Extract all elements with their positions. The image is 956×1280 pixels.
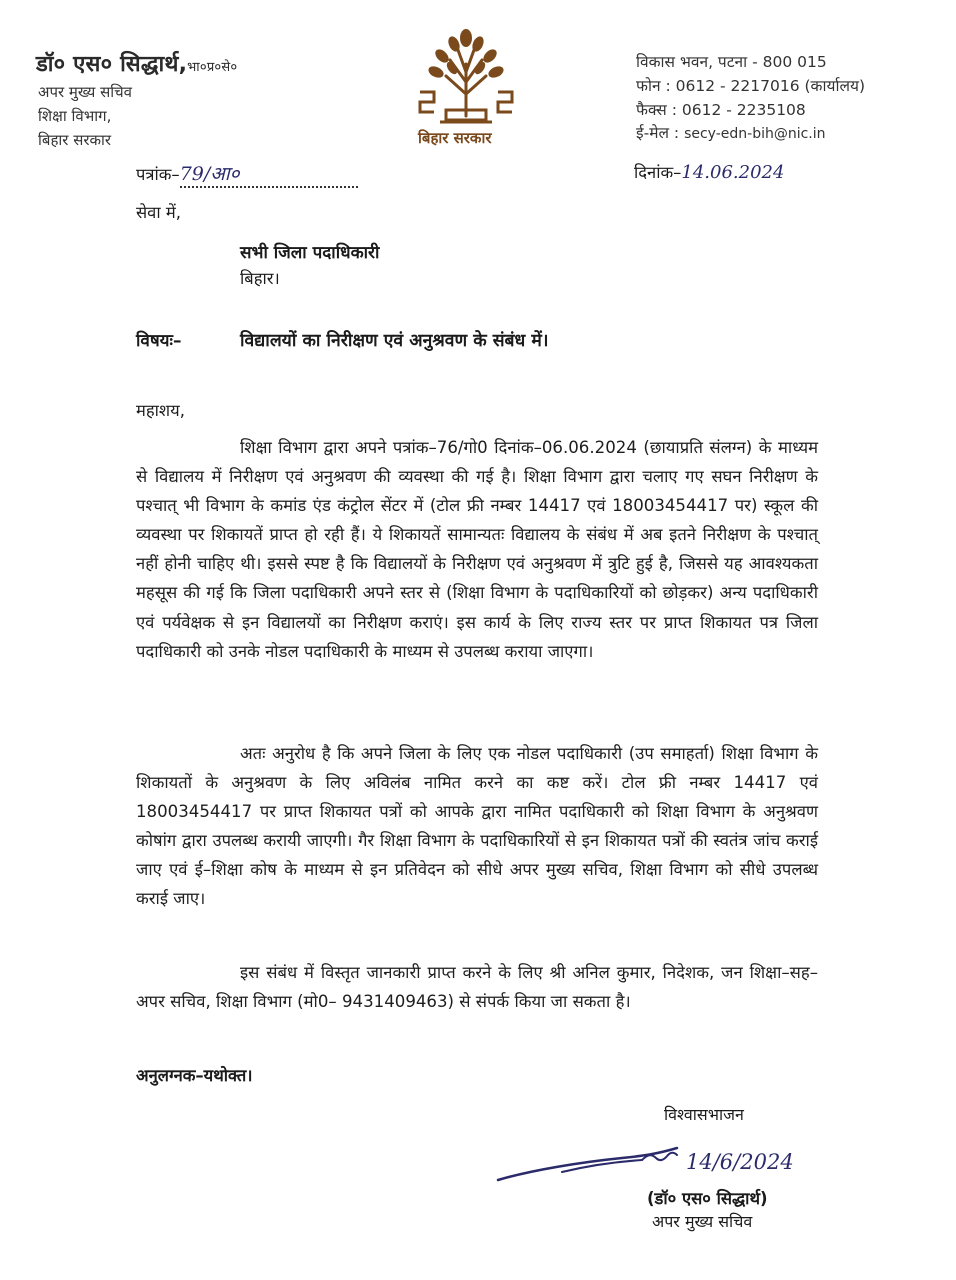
date-label: दिनांक– <box>634 163 682 182</box>
email-label: ई-मेल : <box>636 124 680 142</box>
sender-degree: भा०प्र०से० <box>187 60 238 75</box>
reference-value: 79/आ० <box>180 160 358 188</box>
greeting: महाशय, <box>136 401 185 420</box>
signature-scribble-icon <box>492 1140 702 1190</box>
valediction: विश्वासभाजन <box>664 1105 744 1124</box>
office-email-row <box>636 121 826 143</box>
office-fax: फैक्स : 0612 - 2235108 <box>636 101 806 119</box>
body-paragraph-3: इस संबंध में विस्तृत जानकारी प्राप्त करने के लिए श्री अनिल कुमार, निदेशक, जन शिक्षा–सह–अपर सचिव, शिक्षा विभाग (मो0– 9431409463) से संपर्क किया जा सकता है। <box>136 963 818 1012</box>
salutation-to: सेवा में, <box>136 203 181 222</box>
office-phone: फोन : 0612 - 2217016 (कार्यालय) <box>636 77 866 95</box>
signatory-designation: अपर मुख्य सचिव <box>652 1212 753 1231</box>
email-address: secy-edn-bih@nic.in <box>684 126 826 142</box>
sender-designation: अपर मुख्य सचिव <box>38 83 132 101</box>
enclosure-note: अनुलग्नक–यथोक्त। <box>136 1066 253 1085</box>
sender-name: डॉ० एस० सिद्धार्थ,भा०प्र०से० <box>36 52 238 77</box>
sender-department: शिक्षा विभाग, <box>38 107 112 125</box>
signature-date: 14/6/2024 <box>686 1150 794 1174</box>
body-paragraph-2: अतः अनुरोध है कि अपने जिला के लिए एक नोडल पदाधिकारी (उप समाहर्ता) शिक्षा विभाग के शिकायतों के अनुश्रवण के लिए अविलंब नामित करने का कष्ट करें। टोल फ्री नम्बर 14417 एवं 18003454417 पर प्राप्त शिकायत पत्रों को आपके द्वारा नामित पदाधिकारी को शिक्षा विभाग के अनुश्रवण कोषांग द्वारा उपलब्ध करायी जाएगी। गैर शिक्षा विभाग के पदाधिकारियों से इन शिकायत पत्रों की स्वतंत्र जांच कराई जाए एवं ई–शिक्षा कोष के माध्यम से इन प्रतिवेदन को सीधे अपर मुख्य सचिव, शिक्षा विभाग को सीधे उपलब्ध कराई जाए। <box>136 744 818 909</box>
reference-number <box>136 160 358 188</box>
signatory-name: (डॉ० एस० सिद्धार्थ) <box>647 1189 768 1208</box>
reference-label: पत्रांक– <box>136 165 180 184</box>
recipient: सभी जिला पदाधिकारी <box>240 243 380 263</box>
subject-text: विद्यालयों का निरीक्षण एवं अनुश्रवण के संबंध में। <box>240 331 549 351</box>
date-value: 14.06.2024 <box>681 162 785 183</box>
office-address: विकास भवन, पटना - 800 015 <box>636 53 827 71</box>
body-paragraph-1: शिक्षा विभाग द्वारा अपने पत्रांक–76/गो0 दिनांक–06.06.2024 (छायाप्रति संलग्न) के माध्यम से विद्यालय में निरीक्षण एवं अनुश्रवण की व्यवस्था की गई है। शिक्षा विभाग द्वारा चलाए गए सघन निरीक्षण के पश्चात् भी विभाग के कमांड एंड कंट्रोल सेंटर में (टोल फ्री नम्बर 14417 एवं 18003454417 पर) स्कूल की व्यवस्था पर शिकायतें प्राप्त हो रही हैं। ये शिकायतें सामान्यतः विद्यालय के संबंध में अब इतने निरीक्षण के पश्चात् नहीं होनी चाहिए थी। इससे स्पष्ट है कि विद्यालयों के निरीक्षण एवं अनुश्रवण में त्रुटि हुई है, जिससे यह आवश्यकता महसूस की गई कि जिला पदाधिकारी अपने स्तर से (शिक्षा विभाग के पदाधिकारियों को छोड़कर) अन्य पदाधिकारी एवं पर्यवेक्षक से इन विद्यालयों का निरीक्षण कराएं। इस कार्य के लिए राज्य स्तर पर प्राप्त शिकायत पत्र जिला पदाधिकारी को उनके नोडल पदाधिकारी के माध्यम से उपलब्ध कराया जाएगा। <box>136 438 818 661</box>
subject-label: विषयः– <box>136 331 182 351</box>
recipient-state: बिहार। <box>240 269 280 288</box>
sender-government: बिहार सरकार <box>38 131 112 149</box>
emblem-label: बिहार सरकार <box>418 129 492 147</box>
letter-date <box>634 160 784 183</box>
